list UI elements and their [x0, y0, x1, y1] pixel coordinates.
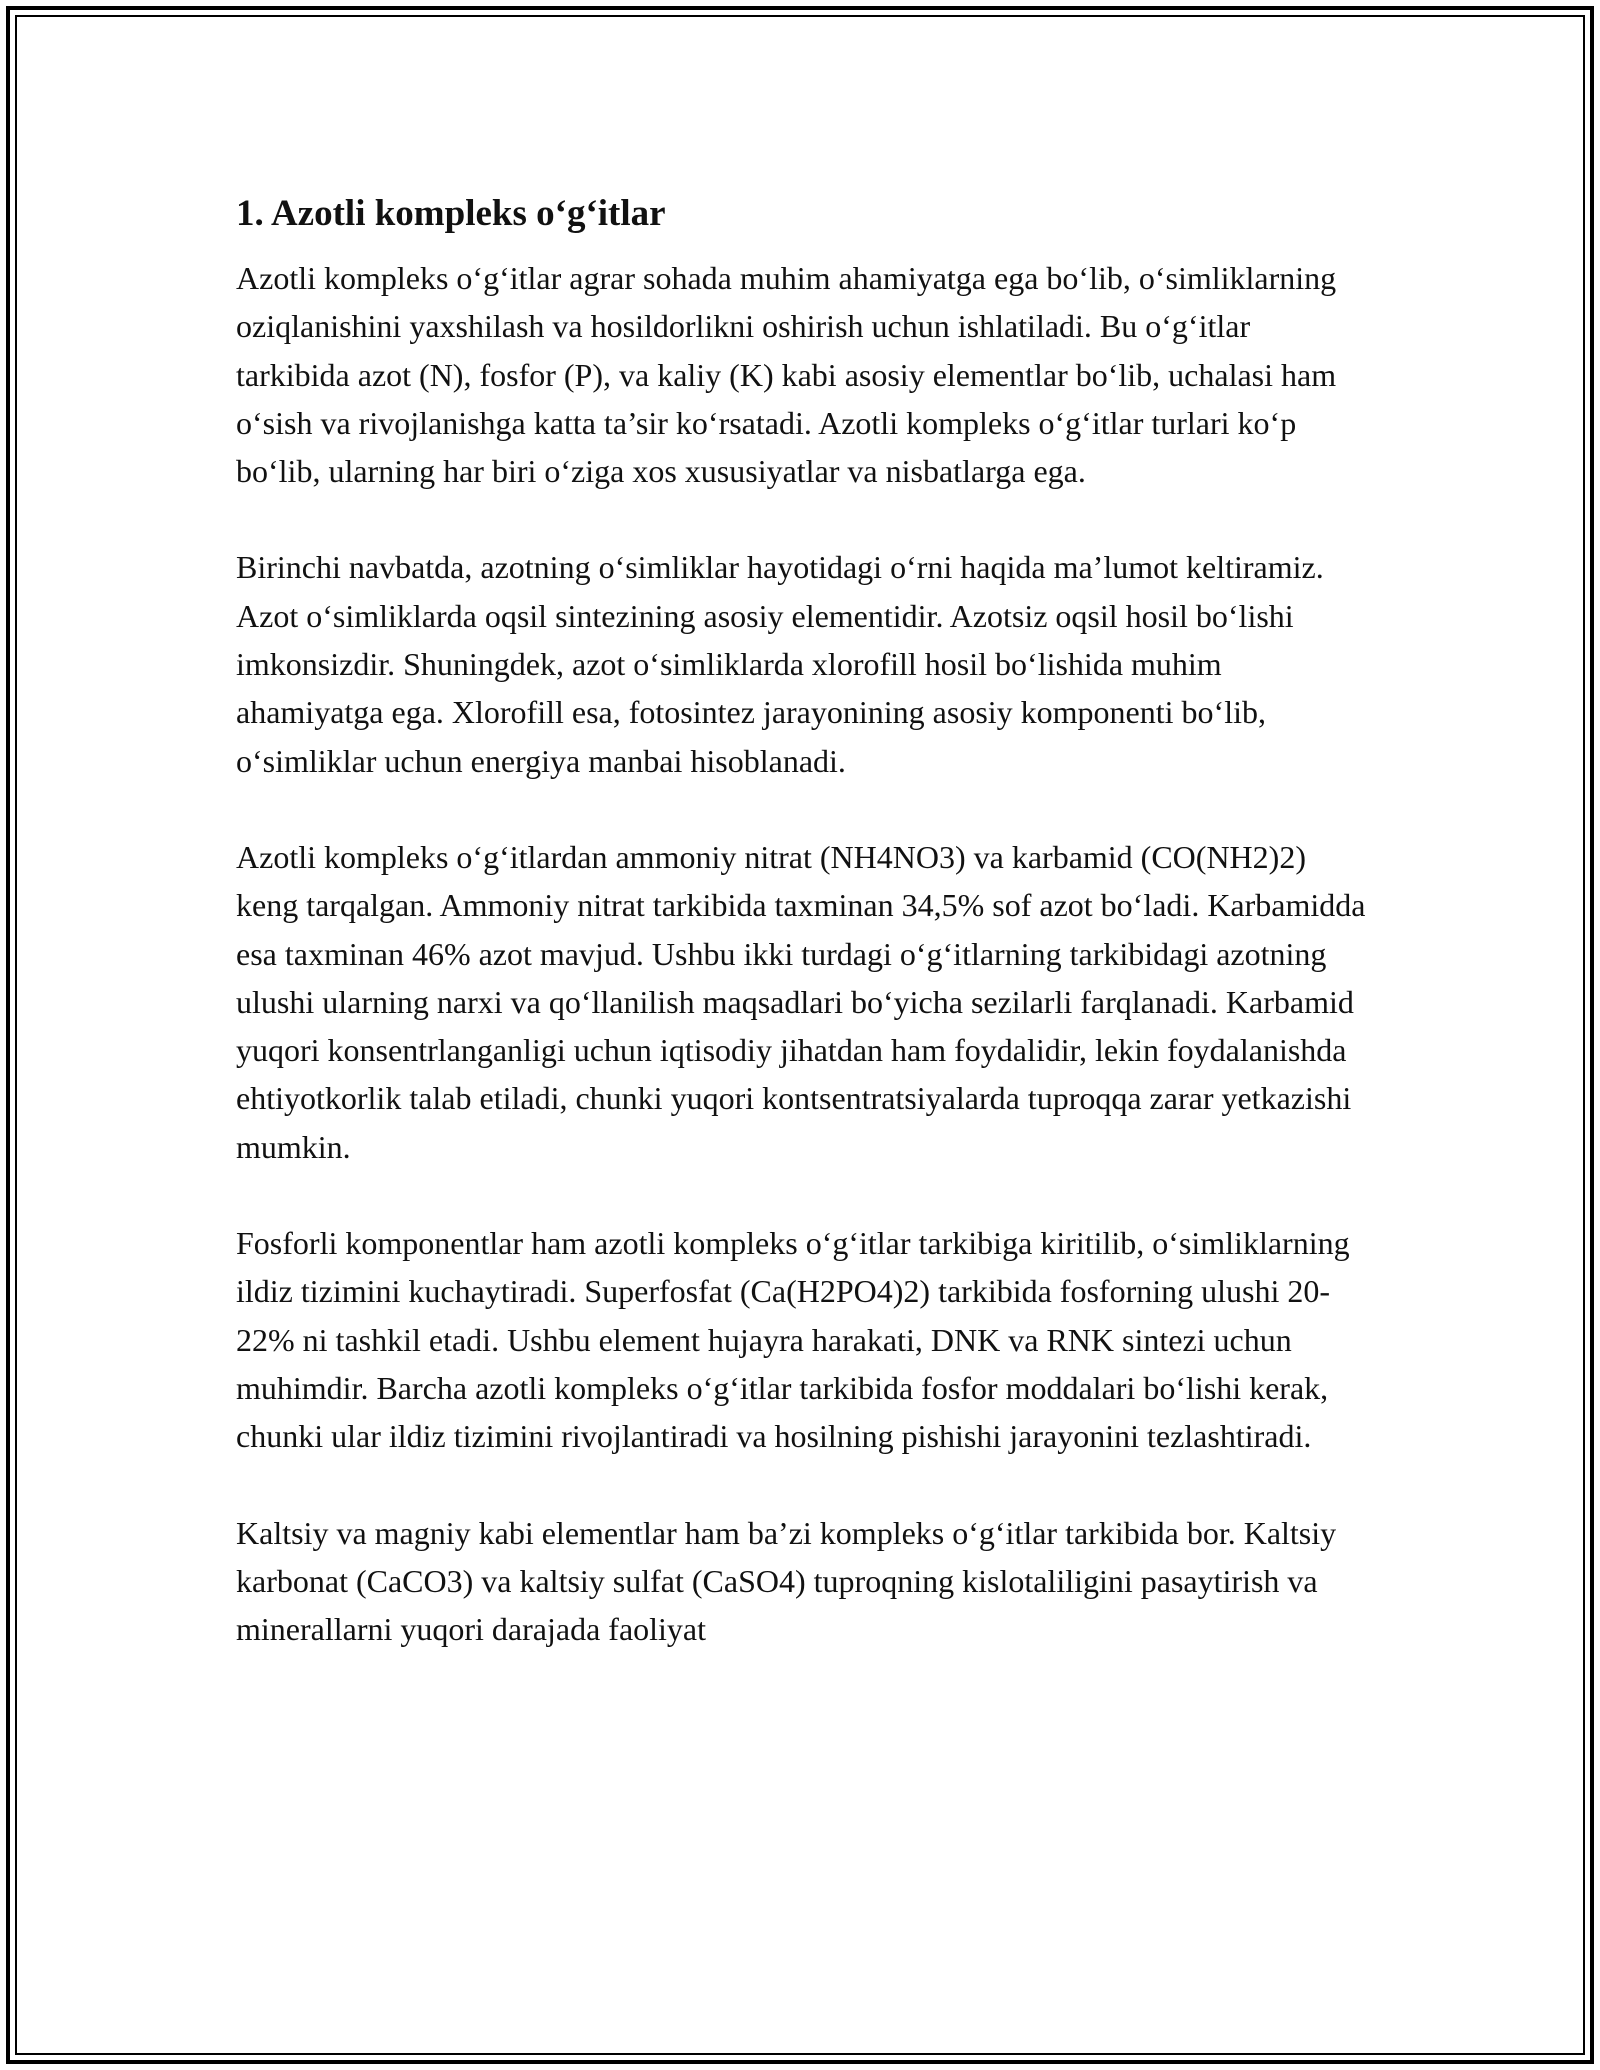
- paragraph-intro: Azotli kompleks o‘g‘itlar agrar sohada muhim ahamiyatga ega bo‘lib, o‘simliklarning oziqlanishini yaxshilash va hosildorlikni oshirish uchun ishlatiladi. Bu o‘g‘itlar tarkibida azot (N), fosfor (P), va kaliy (K) kabi asosiy elementlar bo‘lib, uchalasi ham o‘sish va rivojlanishga katta ta’sir ko‘rsatadi. Azotli kompleks o‘g‘itlar turlari ko‘p bo‘lib, ularning har biri o‘ziga xos xususiyatlar va nisbatlarga ega.: [236, 260, 1337, 490]
- section-heading: 1. Azotli kompleks o‘g‘itlar: [236, 193, 666, 234]
- paragraph-ammonium-urea: Azotli kompleks o‘g‘itlardan ammoniy nitrat (NH4NO3) va karbamid (CO(NH2)2) keng tarqalgan. Ammoniy nitrat tarkibida taxminan 34,5% sof azot bo‘ladi. Karbamidda esa taxminan 46% azot mavjud. Ushbu ikki turdagi o‘g‘itlarning tarkibidagi azotning ulushi ularning narxi va qo‘llanilish maqsadlari bo‘yicha sezilarli farqlanadi. Karbamid yuqori konsentrlanganligi uchun iqtisodiy jihatdan ham foydalidir, lekin foydalanishda ehtiyotkorlik talab etiladi, chunki yuqori kontsentratsiyalarda tuproqqa zarar yetkazishi mumkin.: [236, 838, 1366, 1165]
- document-body: [236, 188, 1366, 1701]
- paragraph-phosphorus: Fosforli komponentlar ham azotli kompleks o‘g‘itlar tarkibiga kiritilib, o‘simliklarning ildiz tizimini kuchaytiradi. Superfosfat (Ca(H2PO4)2) tarkibida fosforning ulushi 20-22% ni tashkil etadi. Ushbu element hujayra harakati, DNK va RNK sintezi uchun muhimdir. Barcha azotli kompleks o‘g‘itlar tarkibida fosfor moddalari bo‘lishi kerak, chunki ular ildiz tizimini rivojlantiradi va hosilning pishishi jarayonini tezlashtiradi.: [236, 1225, 1350, 1455]
- paragraph-nitrogen-role: Birinchi navbatda, azotning o‘simliklar hayotidagi o‘rni haqida ma’lumot keltiramiz. Azot o‘simliklarda oqsil sintezining asosiy elementidir. Azotsiz oqsil hosil bo‘lishi imkonsizdir. Shuningdek, azot o‘simliklarda xlorofill hosil bo‘lishida muhim ahamiyatga ega. Xlorofill esa, fotosintez jarayonining asosiy komponenti bo‘lib, o‘simliklar uchun energiya manbai hisoblanadi.: [236, 549, 1324, 779]
- paragraph-calcium-magnesium: Kaltsiy va magniy kabi elementlar ham ba’zi kompleks o‘g‘itlar tarkibida bor. Kaltsiy karbonat (CaCO3) va kaltsiy sulfat (CaSO4) tuproqning kislotaliligini pasaytirish va minerallarni yuqori darajada faoliyat: [236, 1514, 1337, 1648]
